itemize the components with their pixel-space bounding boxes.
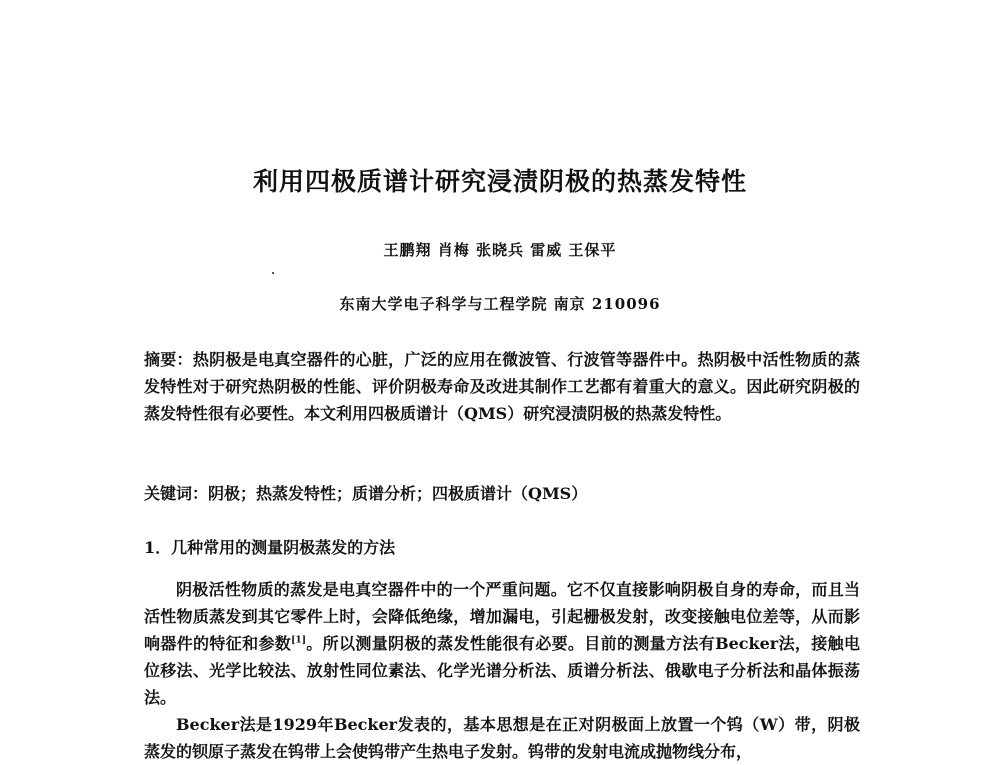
- keywords-label: 关键词：: [144, 484, 209, 503]
- abstract-block: [144, 346, 860, 427]
- paragraph: Becker法是1929年Becker发表的，基本思想是在正对阴极面上放置一个钨（W）带，阴极蒸发的钡原子蒸发在钨带上会使钨带产生热电子发射。钨带的发射电流成抛物线分布，: [144, 715, 860, 761]
- paragraph-1-text: 阴极活性物质的蒸发是电真空器件中的一个严重问题。它不仅直接影响阴极自身的寿命，而且当活性物质蒸发到其它零件上时，会降低绝缘，增加漏电，引起栅极发射，改变接触电位差等，从而影响器件的特征和参数: [144, 580, 860, 653]
- paper-title: 利用四极质谱计研究浸渍阴极的热蒸发特性: [252, 167, 747, 196]
- abstract-label: 摘要：: [144, 350, 193, 369]
- paragraph: [144, 576, 860, 711]
- author-list: 王鹏翔 肖梅 张晓兵 雷威 王保平: [383, 241, 617, 259]
- scan-speck: [272, 272, 274, 274]
- keywords-block: [144, 482, 860, 506]
- author-affiliation: 东南大学电子科学与工程学院 南京 210096: [339, 295, 661, 313]
- section-1-heading: 1．几种常用的测量阴极蒸发的方法: [144, 538, 396, 557]
- paragraph-1-text-cont: 。所以测量阴极的蒸发性能很有必要。目前的测量方法有Becker法，接触电位移法、光学比较法、放射性同位素法、化学光谱分析法、质谱分析法、俄歇电子分析法和晶体振荡法。: [144, 634, 860, 707]
- abstract-text: 热阴极是电真空器件的心脏，广泛的应用在微波管、行波管等器件中。热阴极中活性物质的蒸发特性对于研究热阴极的性能、评价阴极寿命及改进其制作工艺都有着重大的意义。因此研究阴极的蒸发特性很有必要性。本文利用四极质谱计（QMS）研究浸渍阴极的热蒸发特性。: [144, 350, 860, 423]
- keywords-text: 阴极；热蒸发特性；质谱分析；四极质谱计（QMS）: [208, 484, 588, 503]
- section-1-body: [144, 576, 860, 765]
- citation-ref-1[interactable]: [1]: [291, 635, 306, 646]
